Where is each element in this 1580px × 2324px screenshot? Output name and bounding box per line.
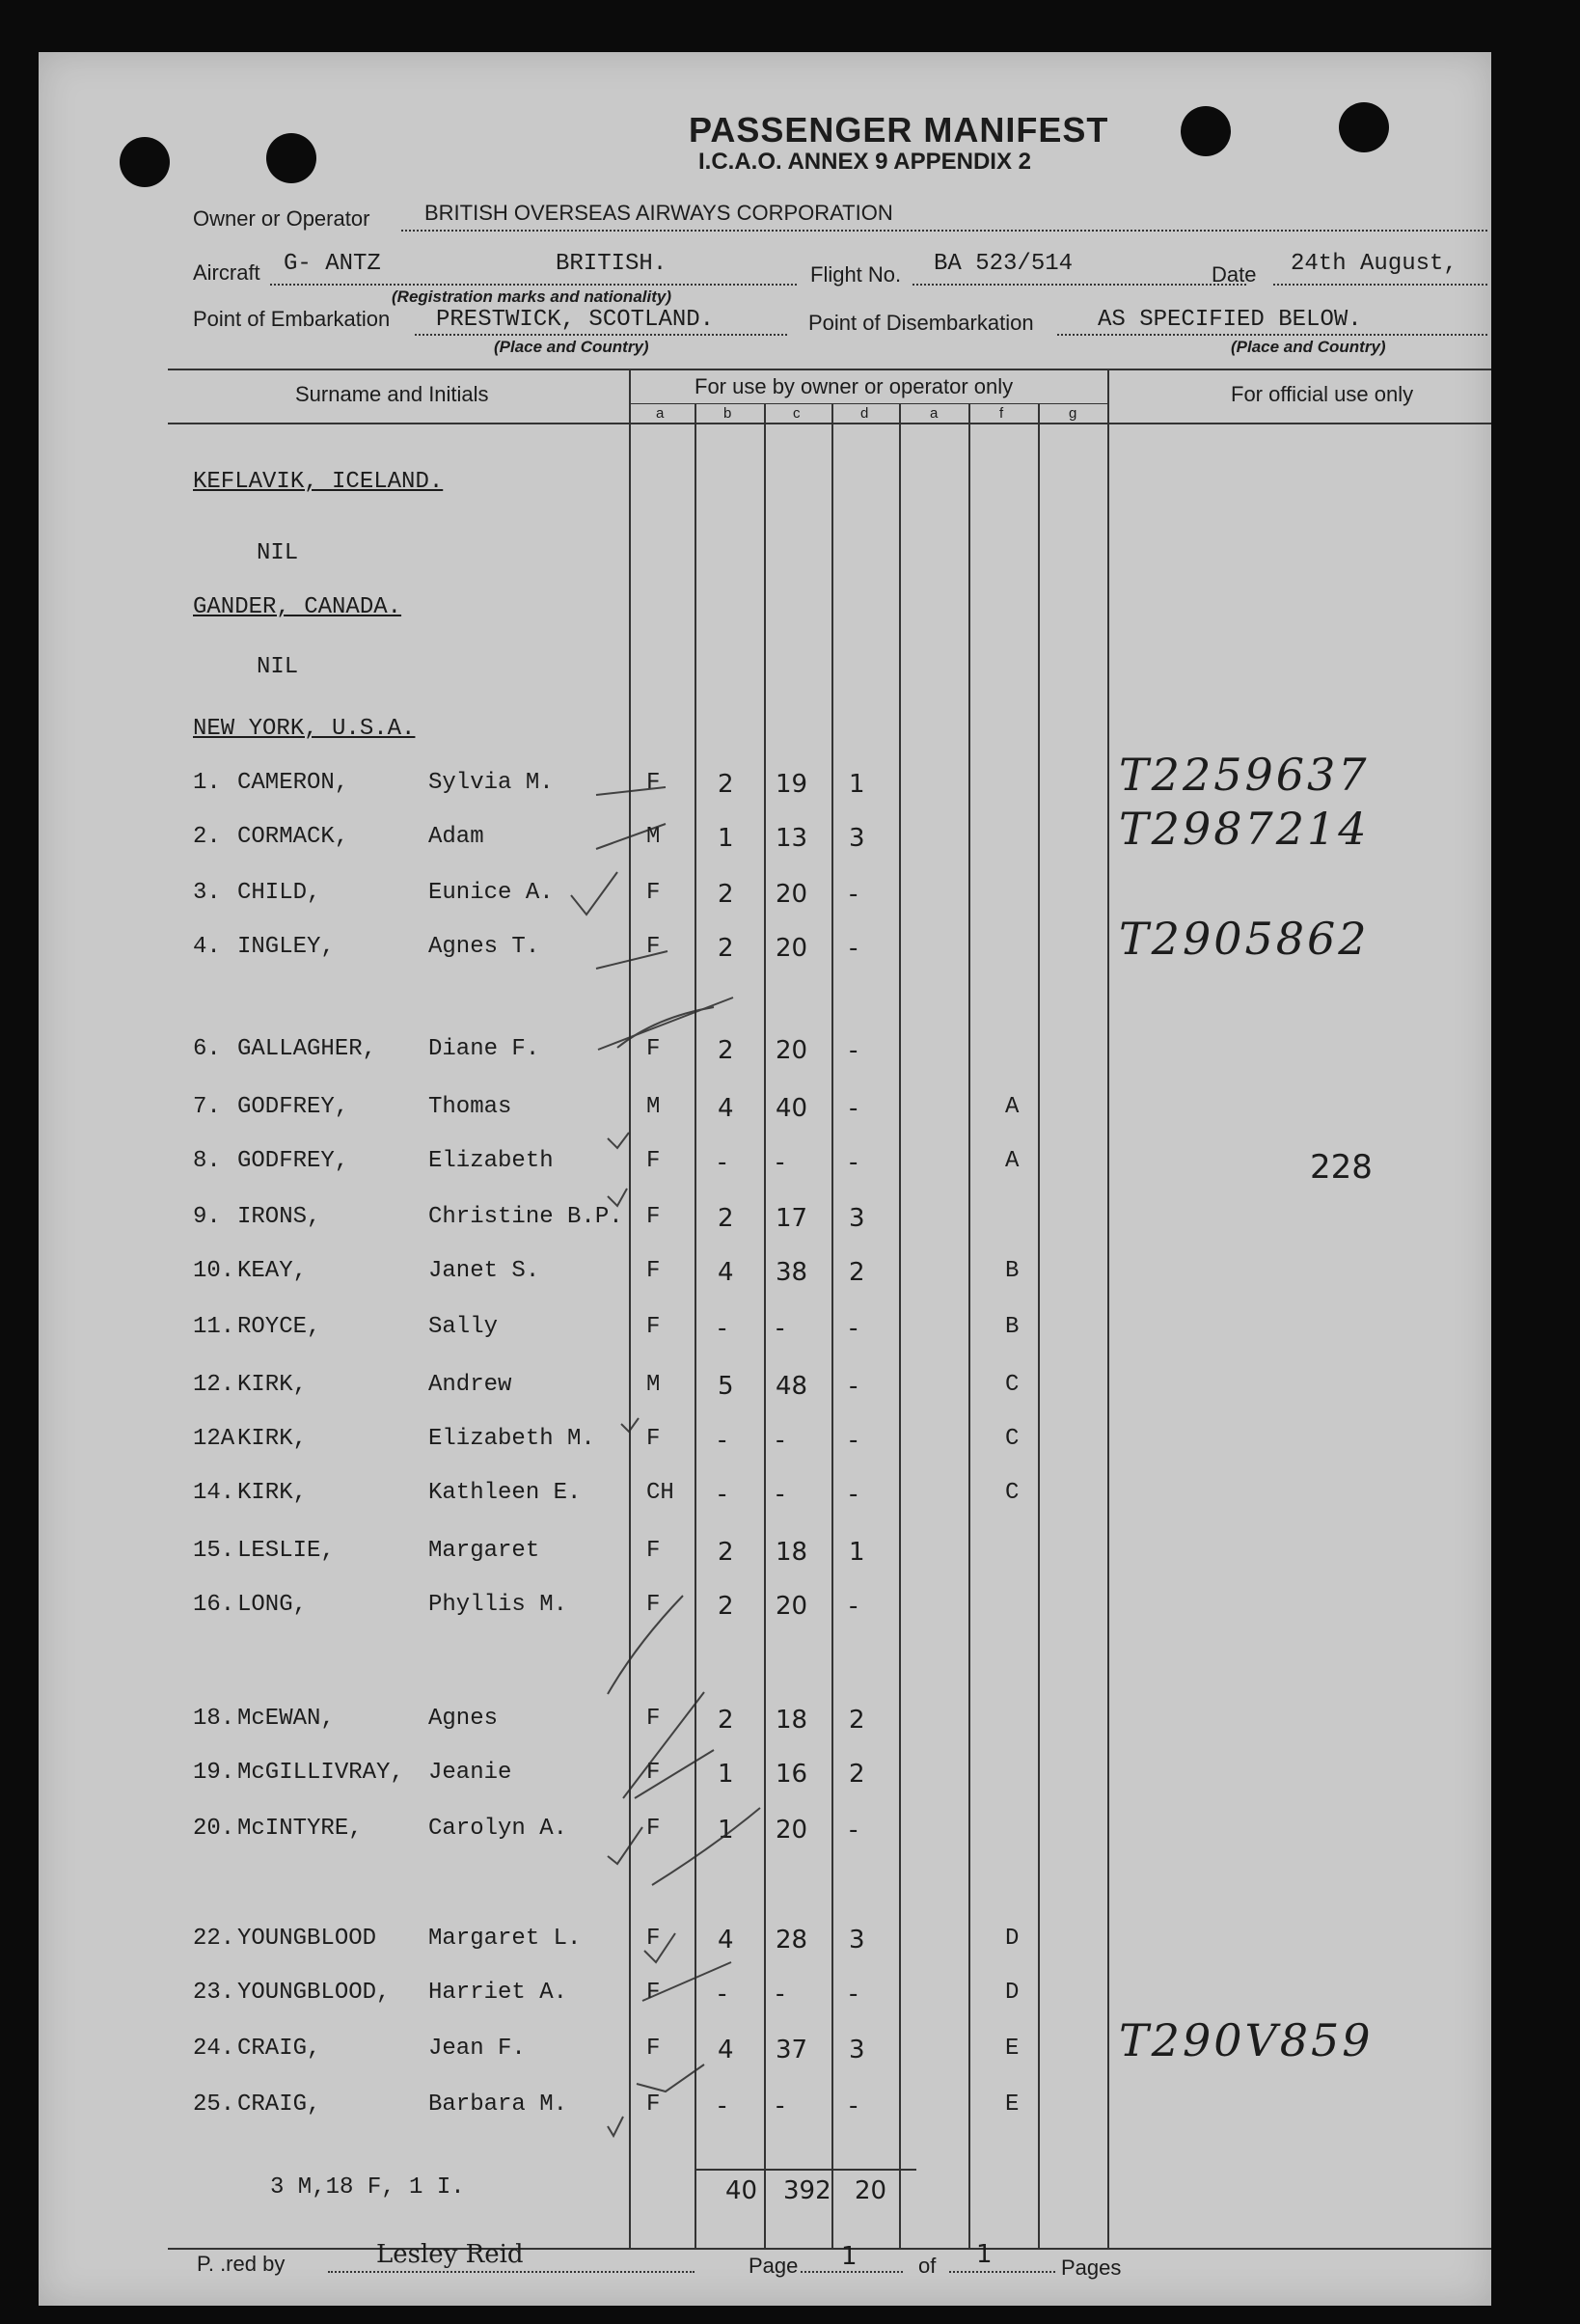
- passenger-col-a: F: [646, 1314, 661, 1340]
- passenger-col-a: F: [646, 2036, 661, 2062]
- embarkation-label: Point of Embarkation: [193, 307, 391, 331]
- passenger-col-b: 2: [718, 880, 734, 909]
- official-use-entry: T290V859: [1119, 2014, 1374, 2066]
- passenger-col-a: F: [646, 1036, 661, 1062]
- passenger-col-c: 20: [776, 1036, 808, 1065]
- passenger-col-a: F: [646, 880, 661, 906]
- passenger-col-c: 18: [776, 1538, 808, 1567]
- passenger-col-c: 20: [776, 934, 808, 963]
- passenger-number: 3.: [193, 880, 221, 906]
- passenger-col-b: -: [718, 1426, 727, 1455]
- passenger-surname: KIRK,: [237, 1426, 308, 1452]
- passenger-col-b: 4: [718, 2036, 734, 2064]
- page-label: Page: [749, 2254, 799, 2278]
- passenger-number: 16.: [193, 1592, 235, 1618]
- passenger-col-c: 16: [776, 1760, 808, 1789]
- passenger-col-b: 2: [718, 1036, 734, 1065]
- passenger-given-names: Carolyn A.: [428, 1816, 568, 1842]
- passenger-number: 15.: [193, 1538, 235, 1564]
- section-note: NIL: [257, 654, 299, 680]
- passenger-col-a: F: [646, 1426, 661, 1452]
- passenger-surname: ROYCE,: [237, 1314, 321, 1340]
- embarkation-value: PRESTWICK, SCOTLAND.: [436, 307, 715, 333]
- passenger-surname: LESLIE,: [237, 1538, 335, 1564]
- passenger-col-c: -: [776, 1148, 785, 1177]
- prepared-by-value: Lesley Reid: [376, 2240, 524, 2269]
- passenger-given-names: Sylvia M.: [428, 770, 554, 796]
- passenger-col-d: -: [849, 2092, 858, 2120]
- passenger-col-d: 2: [849, 1706, 865, 1735]
- passenger-surname: YOUNGBLOOD,: [237, 1980, 391, 2006]
- flight-label: Flight No.: [810, 262, 902, 287]
- passenger-number: 19.: [193, 1760, 235, 1786]
- passenger-col-b: -: [718, 1314, 727, 1343]
- passenger-surname: KIRK,: [237, 1372, 308, 1398]
- aircraft-label: Aircraft: [193, 260, 260, 285]
- passenger-number: 1.: [193, 770, 221, 796]
- passenger-col-c: 20: [776, 1592, 808, 1621]
- passenger-col-d: 3: [849, 1926, 865, 1955]
- passenger-col-a: M: [646, 1094, 661, 1120]
- passenger-col-a: M: [646, 1372, 661, 1398]
- passenger-col-d: -: [849, 1148, 858, 1177]
- passenger-col-a: F: [646, 1980, 661, 2006]
- passenger-surname: IRONS,: [237, 1204, 321, 1230]
- passenger-surname: KIRK,: [237, 1480, 308, 1506]
- prepared-by-label: P. .red by: [197, 2252, 286, 2276]
- passenger-col-f: B: [1005, 1258, 1020, 1284]
- passenger-col-c: 20: [776, 880, 808, 909]
- passenger-given-names: Agnes T.: [428, 934, 540, 960]
- subcolumn-letter: a: [930, 405, 939, 422]
- passenger-col-c: 17: [776, 1204, 808, 1233]
- passenger-col-d: -: [849, 934, 858, 963]
- passenger-col-d: 3: [849, 2036, 865, 2064]
- total-c: 392: [783, 2176, 831, 2205]
- passenger-col-b: -: [718, 1148, 727, 1177]
- subcolumn-letter: b: [723, 405, 732, 422]
- passenger-col-c: 18: [776, 1706, 808, 1735]
- aircraft-note: (Registration marks and nationality): [392, 287, 671, 306]
- passenger-col-a: F: [646, 1258, 661, 1284]
- page-total: 1: [976, 2240, 993, 2269]
- passenger-number: 7.: [193, 1094, 221, 1120]
- passenger-number: 22.: [193, 1926, 235, 1952]
- passenger-number: 2.: [193, 824, 221, 850]
- section-heading: NEW YORK, U.S.A.: [193, 716, 416, 742]
- owner-label: Owner or Operator: [193, 206, 370, 231]
- passenger-given-names: Agnes: [428, 1706, 499, 1732]
- passenger-col-d: 2: [849, 1258, 865, 1287]
- section-heading: GANDER, CANADA.: [193, 594, 402, 620]
- passenger-col-d: -: [849, 1592, 858, 1621]
- passenger-col-d: 2: [849, 1760, 865, 1789]
- passenger-surname: CHILD,: [237, 880, 321, 906]
- passenger-surname: McINTYRE,: [237, 1816, 363, 1842]
- passenger-col-f: A: [1005, 1094, 1020, 1120]
- passenger-col-b: -: [718, 1480, 727, 1509]
- passenger-given-names: Eunice A.: [428, 880, 554, 906]
- passenger-col-f: C: [1005, 1426, 1020, 1452]
- passenger-col-b: 5: [718, 1372, 734, 1401]
- passenger-given-names: Christine B.P.: [428, 1204, 623, 1230]
- checkmark-strokes: [39, 52, 1491, 2306]
- passenger-number: 8.: [193, 1148, 221, 1174]
- passenger-col-b: 4: [718, 1926, 734, 1955]
- passenger-col-f: B: [1005, 1314, 1020, 1340]
- passenger-col-c: 19: [776, 770, 808, 799]
- passenger-surname: CRAIG,: [237, 2036, 321, 2062]
- passenger-col-b: 2: [718, 1592, 734, 1621]
- passenger-col-b: 4: [718, 1258, 734, 1287]
- passenger-col-a: F: [646, 1538, 661, 1564]
- date-label: Date: [1212, 262, 1257, 287]
- passenger-col-c: 28: [776, 1926, 808, 1955]
- passenger-col-a: F: [646, 1926, 661, 1952]
- passenger-number: 12A: [193, 1426, 235, 1452]
- passenger-given-names: Elizabeth M.: [428, 1426, 595, 1452]
- passenger-given-names: Janet S.: [428, 1258, 540, 1284]
- passenger-col-d: 1: [849, 770, 865, 799]
- subcolumn-letter: c: [793, 405, 801, 422]
- passenger-col-d: 1: [849, 1538, 865, 1567]
- aircraft-nationality: BRITISH.: [556, 251, 667, 277]
- passenger-surname: CRAIG,: [237, 2092, 321, 2118]
- disembarkation-value: AS SPECIFIED BELOW.: [1098, 307, 1362, 333]
- passenger-col-f: C: [1005, 1372, 1020, 1398]
- passenger-col-d: -: [849, 1816, 858, 1845]
- prepared-by-line: [328, 2271, 695, 2273]
- column-header-official-use: For official use only: [1231, 382, 1414, 406]
- passenger-surname: CAMERON,: [237, 770, 349, 796]
- column-header-owner-use: For use by owner or operator only: [695, 374, 1014, 398]
- passenger-col-d: -: [849, 1426, 858, 1455]
- passenger-col-a: F: [646, 1760, 661, 1786]
- passenger-col-b: 2: [718, 1706, 734, 1735]
- official-use-entry: T2905862: [1119, 913, 1370, 965]
- owner-value: BRITISH OVERSEAS AIRWAYS CORPORATION: [424, 201, 893, 225]
- passenger-col-f: D: [1005, 1926, 1020, 1952]
- passenger-col-d: -: [849, 880, 858, 909]
- passenger-col-c: 48: [776, 1372, 808, 1401]
- passenger-surname: GODFREY,: [237, 1094, 349, 1120]
- disembarkation-note: (Place and Country): [1231, 338, 1386, 356]
- passenger-given-names: Adam: [428, 824, 484, 850]
- passenger-surname: CORMACK,: [237, 824, 349, 850]
- total-d: 20: [855, 2176, 887, 2205]
- passenger-given-names: Harriet A.: [428, 1980, 568, 2006]
- official-use-entry: T2259637: [1119, 749, 1370, 801]
- passenger-given-names: Sally: [428, 1314, 499, 1340]
- passenger-col-a: F: [646, 770, 661, 796]
- passenger-col-a: F: [646, 1706, 661, 1732]
- passenger-col-d: -: [849, 1036, 858, 1065]
- subcolumn-letter: f: [999, 405, 1004, 422]
- passenger-col-d: 3: [849, 824, 865, 853]
- passenger-col-c: -: [776, 1314, 785, 1343]
- passenger-given-names: Jeanie: [428, 1760, 512, 1786]
- passenger-col-a: F: [646, 2092, 661, 2118]
- passenger-surname: McEWAN,: [237, 1706, 335, 1732]
- flight-number: BA 523/514: [934, 251, 1074, 277]
- totals-summary: 3 M,18 F, 1 I.: [270, 2174, 465, 2201]
- passenger-col-b: 4: [718, 1094, 734, 1123]
- manifest-sheet: [39, 52, 1491, 2306]
- passenger-number: 6.: [193, 1036, 221, 1062]
- passenger-col-b: 2: [718, 1538, 734, 1567]
- passenger-col-c: -: [776, 1480, 785, 1509]
- passenger-number: 25.: [193, 2092, 235, 2118]
- passenger-col-b: 2: [718, 770, 734, 799]
- section-note: NIL: [257, 540, 299, 566]
- passenger-col-a: F: [646, 934, 661, 960]
- disembarkation-label: Point of Disembarkation: [808, 311, 1034, 335]
- date-value: 24th August,: [1291, 251, 1457, 277]
- passenger-number: 18.: [193, 1706, 235, 1732]
- passenger-given-names: Margaret: [428, 1538, 540, 1564]
- passenger-col-c: -: [776, 1426, 785, 1455]
- passenger-col-c: -: [776, 1980, 785, 2009]
- passenger-col-b: 1: [718, 1816, 734, 1845]
- pages-label: Pages: [1061, 2256, 1122, 2280]
- document-title: PASSENGER MANIFEST: [689, 110, 1109, 150]
- passenger-col-f: A: [1005, 1148, 1020, 1174]
- passenger-col-f: E: [1005, 2036, 1020, 2062]
- passenger-col-c: 40: [776, 1094, 808, 1123]
- section-heading: KEFLAVIK, ICELAND.: [193, 469, 444, 495]
- passenger-given-names: Elizabeth: [428, 1148, 554, 1174]
- passenger-surname: KEAY,: [237, 1258, 308, 1284]
- page-number: 1: [841, 2242, 858, 2271]
- passenger-col-b: 2: [718, 1204, 734, 1233]
- passenger-surname: GODFREY,: [237, 1148, 349, 1174]
- passenger-number: 24.: [193, 2036, 235, 2062]
- passenger-number: 12.: [193, 1372, 235, 1398]
- passenger-number: 11.: [193, 1314, 235, 1340]
- subcolumn-letter: g: [1069, 405, 1077, 422]
- passenger-surname: LONG,: [237, 1592, 308, 1618]
- passenger-col-d: -: [849, 1980, 858, 2009]
- column-header-surname: Surname and Initials: [295, 382, 489, 406]
- passenger-number: 20.: [193, 1816, 235, 1842]
- page-total-line: [949, 2271, 1055, 2273]
- passenger-surname: GALLAGHER,: [237, 1036, 377, 1062]
- passenger-col-c: 13: [776, 824, 808, 853]
- passenger-col-b: -: [718, 1980, 727, 2009]
- passenger-col-b: 1: [718, 1760, 734, 1789]
- passenger-given-names: Barbara M.: [428, 2092, 568, 2118]
- passenger-col-a: F: [646, 1204, 661, 1230]
- passenger-col-f: E: [1005, 2092, 1020, 2118]
- passenger-col-a: F: [646, 1592, 661, 1618]
- passenger-col-f: C: [1005, 1480, 1020, 1506]
- aircraft-registration: G- ANTZ: [284, 251, 381, 277]
- passenger-col-a: CH: [646, 1480, 674, 1506]
- passenger-given-names: Margaret L.: [428, 1926, 582, 1952]
- of-label: of: [918, 2254, 937, 2278]
- subcolumn-letter: a: [656, 405, 665, 422]
- passenger-col-c: 38: [776, 1258, 808, 1287]
- passenger-col-a: F: [646, 1148, 661, 1174]
- passenger-col-d: -: [849, 1372, 858, 1401]
- passenger-surname: YOUNGBLOOD: [237, 1926, 377, 1952]
- passenger-col-b: 2: [718, 934, 734, 963]
- total-b: 40: [725, 2176, 758, 2205]
- passenger-given-names: Thomas: [428, 1094, 512, 1120]
- passenger-given-names: Phyllis M.: [428, 1592, 568, 1618]
- official-use-entry: T2987214: [1119, 803, 1370, 855]
- passenger-col-a: M: [646, 824, 661, 850]
- passenger-col-a: F: [646, 1816, 661, 1842]
- passenger-given-names: Diane F.: [428, 1036, 540, 1062]
- passenger-number: 14.: [193, 1480, 235, 1506]
- passenger-number: 23.: [193, 1980, 235, 2006]
- embarkation-note: (Place and Country): [494, 338, 649, 356]
- document-subtitle: I.C.A.O. ANNEX 9 APPENDIX 2: [698, 149, 1031, 175]
- passenger-number: 10.: [193, 1258, 235, 1284]
- passenger-number: 9.: [193, 1204, 221, 1230]
- passenger-col-b: 1: [718, 824, 734, 853]
- passenger-given-names: Kathleen E.: [428, 1480, 582, 1506]
- passenger-col-c: 37: [776, 2036, 808, 2064]
- passenger-given-names: Andrew: [428, 1372, 512, 1398]
- passenger-given-names: Jean F.: [428, 2036, 526, 2062]
- passenger-col-f: D: [1005, 1980, 1020, 2006]
- official-use-entry: 228: [1310, 1148, 1373, 1187]
- subcolumn-letter: d: [860, 405, 869, 422]
- passenger-col-c: 20: [776, 1816, 808, 1845]
- passenger-col-d: 3: [849, 1204, 865, 1233]
- passenger-surname: McGILLIVRAY,: [237, 1760, 404, 1786]
- passenger-col-b: -: [718, 2092, 727, 2120]
- page-line: [801, 2271, 903, 2273]
- passenger-col-c: -: [776, 2092, 785, 2120]
- passenger-col-d: -: [849, 1094, 858, 1123]
- passenger-col-d: -: [849, 1480, 858, 1509]
- passenger-col-d: -: [849, 1314, 858, 1343]
- passenger-number: 4.: [193, 934, 221, 960]
- passenger-surname: INGLEY,: [237, 934, 335, 960]
